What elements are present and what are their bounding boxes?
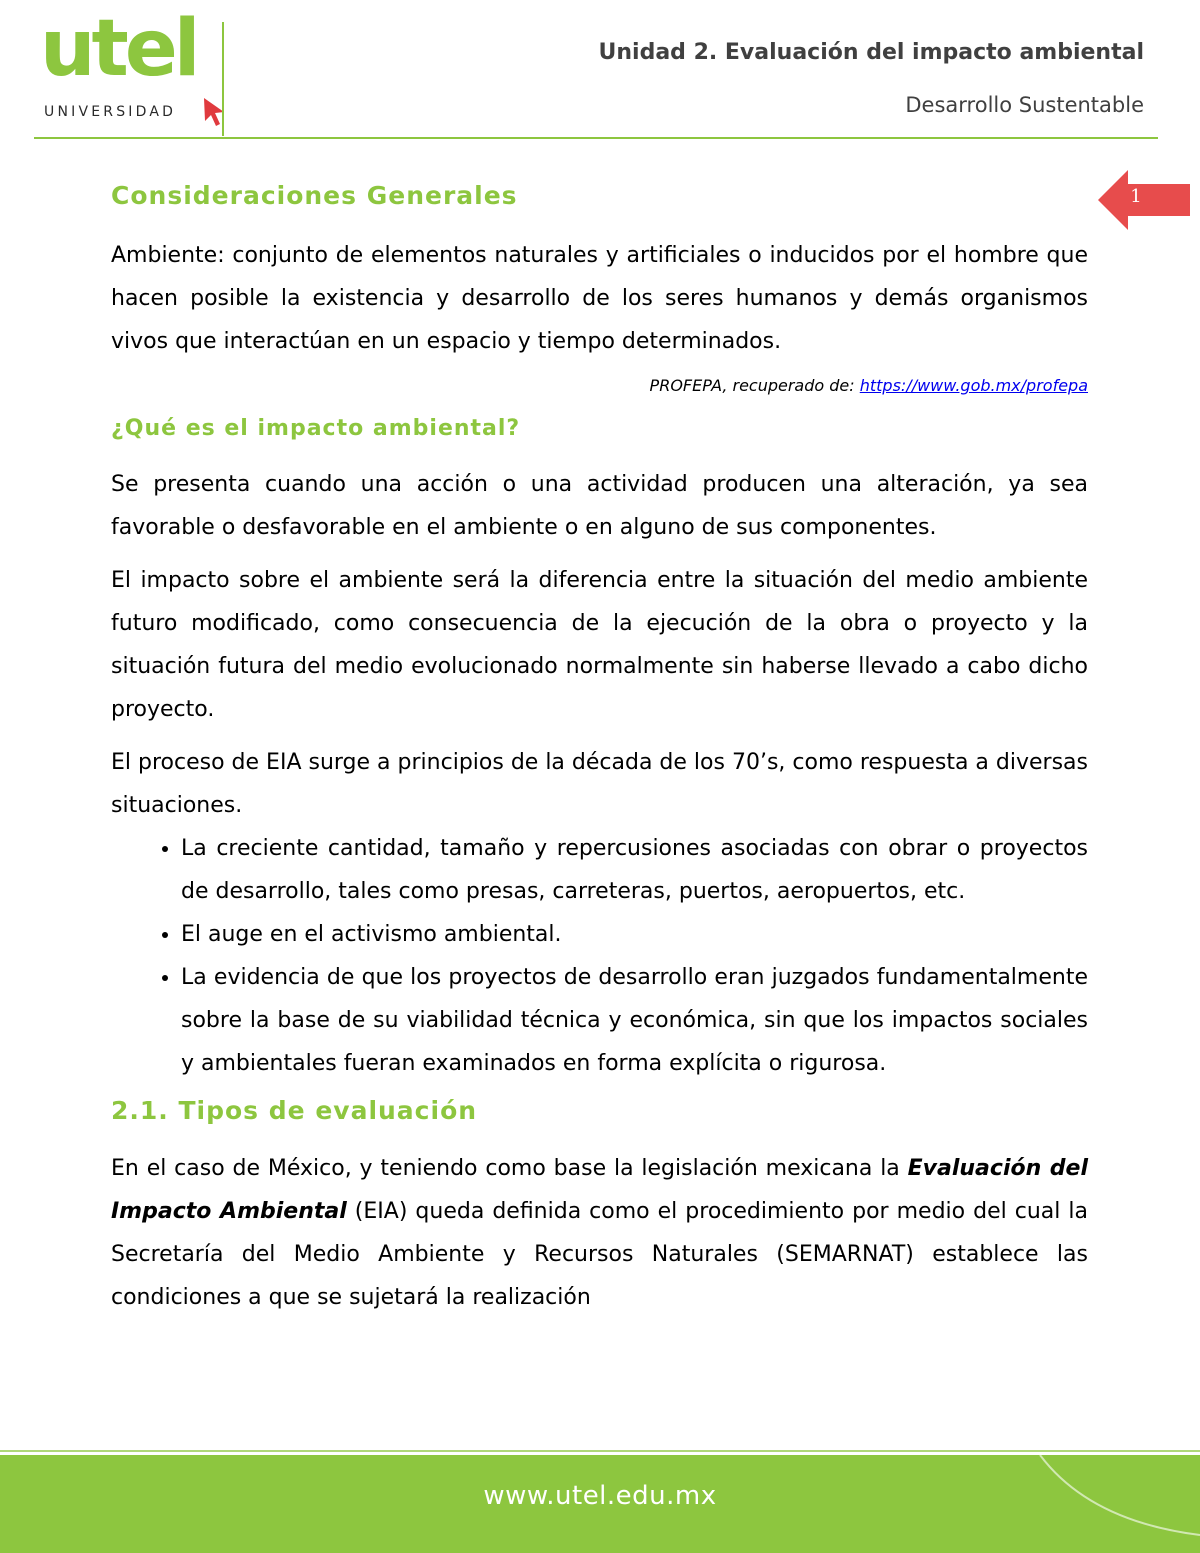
section-heading-tipos: 2.1. Tipos de evaluación bbox=[111, 1096, 478, 1125]
paragraph-eia-definicion bbox=[111, 1147, 1088, 1319]
footer-url: www.utel.edu.mx bbox=[483, 1481, 717, 1511]
paragraph-start: En el caso de México, y teniendo como base la legislación mexicana la bbox=[111, 1156, 908, 1181]
course-title: Desarrollo Sustentable bbox=[905, 93, 1144, 117]
logo-subtitle: UNIVERSIDAD bbox=[44, 104, 177, 120]
cursor-icon bbox=[202, 96, 228, 128]
bold-term: Evaluación del Impacto Ambiental bbox=[111, 1156, 1088, 1224]
paragraph-ambiente: Ambiente: conjunto de elementos naturales y artificiales o inducidos por el hombre que hacen posible la existencia y desarrollo de los seres humanos y demás organismos vivos que interactúan en un espacio y tiempo determinados. bbox=[111, 243, 1088, 354]
paragraph-end: (EIA) queda definida como el procedimiento por medio del cual la Secretaría del Medio Ambiente y Recursos Naturales (SEMARNAT) establece las condiciones a que se sujetará la realización bbox=[111, 1199, 1088, 1310]
list-item: • La evidencia de que los proyectos de desarrollo eran juzgados fundamentalmente sobre la base de su viabilidad técnica y económica, sin que los impactos sociales y ambientales fueran examinados en forma explícita o rigurosa. bbox=[181, 956, 1088, 1085]
utel-logo bbox=[40, 4, 220, 132]
logo-wordmark: utel bbox=[40, 4, 197, 94]
page-number: 1 bbox=[1130, 186, 1142, 207]
citation-text: PROFEPA, recuperado de: bbox=[649, 376, 860, 395]
section-heading-impacto: ¿Qué es el impacto ambiental? bbox=[111, 416, 521, 441]
section-heading-consideraciones: Consideraciones Generales bbox=[111, 181, 518, 210]
paragraph-eia-origen: El proceso de EIA surge a principios de la década de los 70’s, como respuesta a diversas situaciones. bbox=[111, 750, 1088, 818]
unit-title: Unidad 2. Evaluación del impacto ambiental bbox=[598, 40, 1144, 65]
list-item: • El auge en el activismo ambiental. bbox=[181, 913, 1088, 956]
citation-link[interactable]: https://www.gob.mx/profepa bbox=[859, 376, 1088, 395]
bullet-list bbox=[111, 827, 1088, 1085]
footer-bar bbox=[0, 1455, 1200, 1553]
header-divider-vertical bbox=[222, 22, 224, 136]
paragraph-definicion: Se presenta cuando una acción o una actividad producen una alteración, ya sea favorable o desfavorable en el ambiente o en alguno de sus componentes. bbox=[111, 472, 1088, 540]
document-body bbox=[111, 176, 1088, 1329]
list-item: • La creciente cantidad, tamaño y repercusiones asociadas con obrar o proyectos de desarrollo, tales como presas, carreteras, puertos, aeropuertos, etc. bbox=[181, 827, 1088, 913]
paragraph-diferencia: El impacto sobre el ambiente será la diferencia entre la situación del medio ambiente futuro modificado, como consecuencia de la ejecución de la obra o proyecto y la situación futura del medio evolucionado normalmente sin haberse llevado a cabo dicho proyecto. bbox=[111, 568, 1088, 722]
footer-divider bbox=[0, 1450, 1200, 1452]
header-divider-horizontal bbox=[34, 137, 1158, 139]
citation bbox=[111, 373, 1088, 399]
